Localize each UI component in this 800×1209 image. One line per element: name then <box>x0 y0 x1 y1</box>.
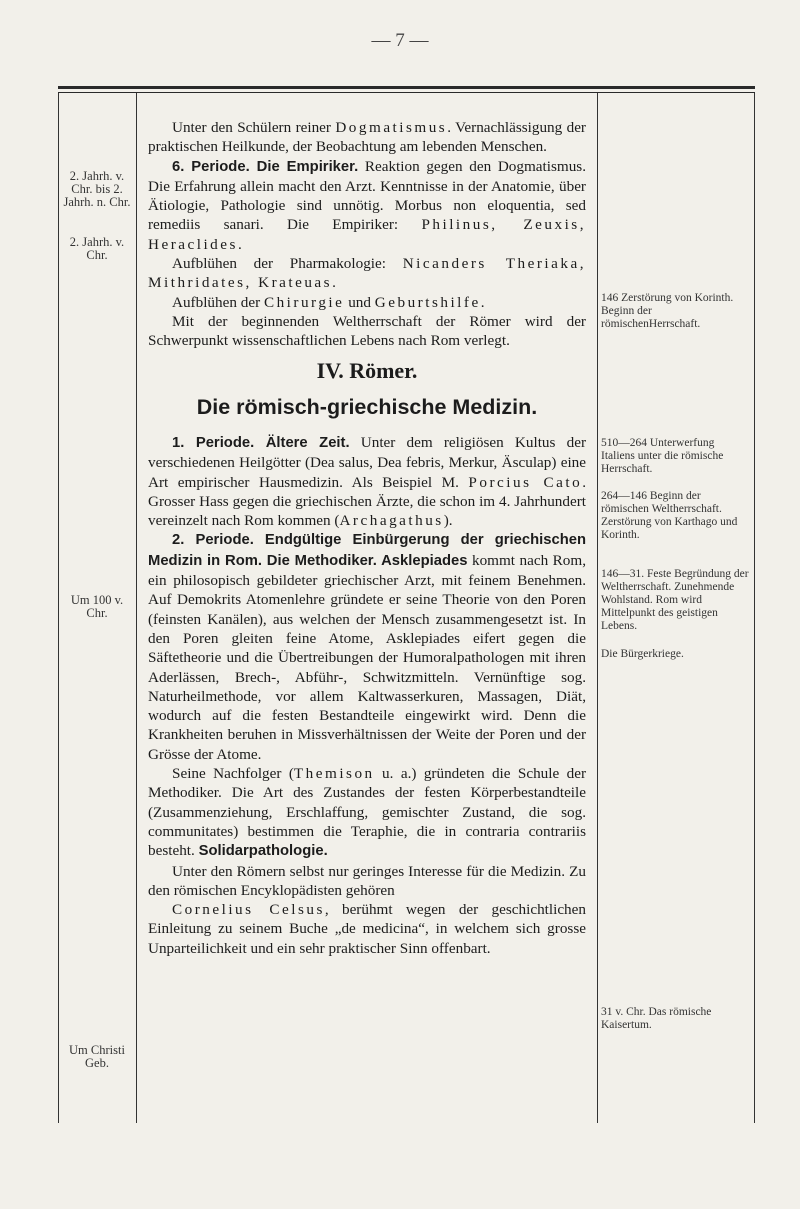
top-rule <box>58 86 755 89</box>
column-divider <box>58 93 59 1123</box>
main-text-upper <box>148 118 586 351</box>
left-note-asklepiades-date: Um 100 v. Chr. <box>70 593 124 620</box>
sub-title: Die römisch-griechische Medizin. <box>196 395 538 419</box>
paragraph-celsus: Cornelius Celsus, berühmt wegen der geschichtlichen Einleitung zu seinem Buche „de medicina“, in welchem sich grosse Unparteilichkeit und ein sehr praktischer Sinn offenbart. <box>148 901 586 957</box>
column-divider <box>136 93 137 1123</box>
paragraph-roemer-interesse: Unter den Römern selbst nur geringes Interesse für die Medizin. Zu den römischen Encyklopädisten gehören <box>148 862 586 899</box>
column-divider <box>754 93 755 1123</box>
right-note-italien: 510—264 Unterwerfung Italiens unter die römische Herrschaft. <box>601 437 724 475</box>
column-divider <box>597 93 598 1123</box>
left-note-empiriker-date: 2. Jahrh. v. Chr. bis 2. Jahrh. n. Chr. <box>63 169 131 209</box>
paragraph-weltherrschaft: Mit der beginnenden Weltherrschaft der Römer wird der Schwerpunkt wissenschaftlichen Lebens nach Rom verlegt. <box>148 312 586 350</box>
paragraph-nachfolger: Seine Nachfolger (Themison u. a.) gründeten die Schule der Methodiker. Die Art des Zustandes der festen Körperbestandteile (Zusammenziehung, Erschlaffung, gemischter Zustand, die sog. communitates) bestimmen die Teraphie, die in contraria contrariis besteht. Solidarpathologie. <box>148 765 587 860</box>
right-note-begruendung: 146—31. Feste Begründung der Weltherrschaft. Zunehmende Wohlstand. Rom wird Mittelpunkt des geistigen Lebens. <box>601 568 749 632</box>
paragraph-pharmakologie: Aufblühen der Pharmakologie: Nicanders Theriaka, Mithridates, Krateuas. <box>148 255 587 292</box>
paragraph-aeltere-zeit: 1. Periode. Ältere Zeit. Unter dem religiösen Kultus der verschiedenen Heilgötter (Dea salus, Dea febris, Merkur, Äsculap) eine Art empirischer Hausmedizin. Als Beispiel M. Porcius Cato. Grosser Hass gegen die griechischen Ärzte, die schon im 4. Jahrhundert vereinzelt nach Rom kommen (Archagathus). <box>148 434 587 530</box>
paragraph-dogmatismus: Unter den Schülern reiner Dogmatismus. Vernachlässigung der praktischen Heilkunde, der Beobachtung am lebenden Menschen. <box>148 119 586 156</box>
section-title: IV. Römer. <box>316 358 418 383</box>
main-text-lower <box>148 433 586 958</box>
paragraph-empiriker: 6. Periode. Die Empiriker. Reaktion gegen den Dogmatismus. Die Erfahrung allein macht den Arzt. Kenntnisse in der Anatomie, über Ätiologie, Pathologie sind unnötig. Morbus non eloquentia, sed remediis sanari. Die Empiriker: Philinus, Zeuxis, Heraclides. <box>148 157 587 253</box>
page-number: — 7 — <box>371 30 429 51</box>
right-note-korinth: 146 Zerstörung von Korinth. Beginn der römischenHerrschaft. <box>601 292 734 330</box>
right-note-weltherrschaft: 264—146 Beginn der römischen Weltherrschaft. Zerstörung von Karthago und Korinth. <box>601 490 738 541</box>
left-note-pharmakologie-date: 2. Jahrh. v. Chr. <box>69 235 125 262</box>
paragraph-methodiker: 2. Periode. Endgültige Einbürgerung der griechischen Medizin in Rom. Die Methodiker. Asklepiades kommt nach Rom, ein philosopisch gebildeter griechischer Arzt, mit feinem Benehmen. Auf Demokrits Atomenlehre gründete er seine Theorie von den Poren (feinsten Kanälen), aus welchen der Mensch zusammengesetzt ist. In den Poren gleiten feine Atome, Asklepiades eifert gegen die Säftetheorie und die Übertreibungen der Humoralpathologen mit ihren Aderlässen, Brech-, Abführ-, Schwitzmitteln. Vernünftige sog. Naturheilmethode, vor allem Kaltwasserkuren, Massagen, Diät, wodurch auf die festen Bestandteile eingewirkt wird. Denn die Krankheiten beruhen in Missverhältnissen der Weite der Poren und der Grösse der Atome. <box>148 532 586 763</box>
paragraph-chirurgie: Aufblühen der Chirurgie und Geburtshilfe. <box>172 293 485 311</box>
right-note-buergerkriege: Die Bürgerkriege. <box>601 648 684 660</box>
left-note-celsus-date: Um Christi Geb. <box>69 1043 125 1070</box>
right-note-kaisertum: 31 v. Chr. Das römische Kaisertum. <box>601 1006 712 1031</box>
top-rule-thin <box>58 92 755 93</box>
